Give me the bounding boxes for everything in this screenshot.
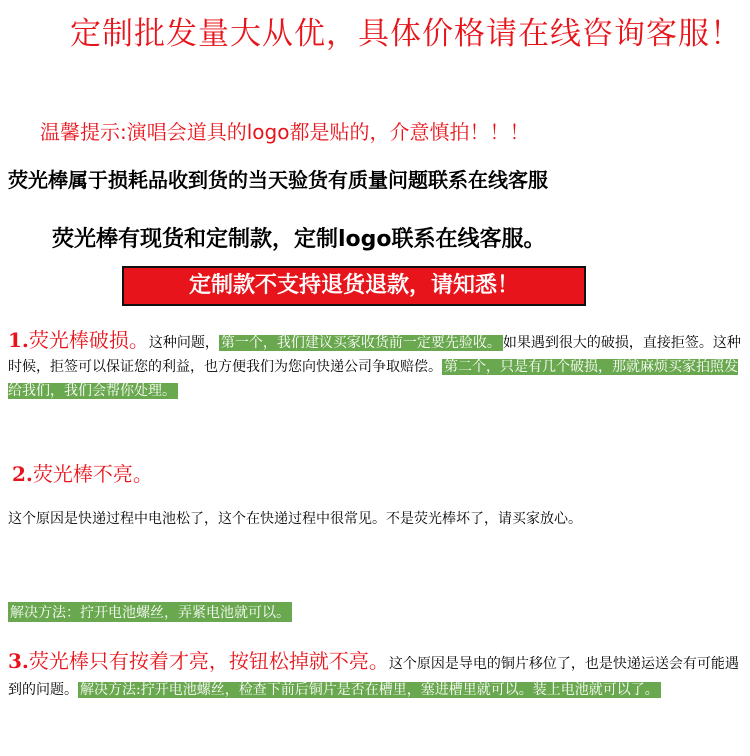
section-no-light [8,648,746,703]
section-1-heading [8,328,149,352]
quality-notice: 荧光棒属于损耗品收到货的当天验货有质量问题联系在线客服 [8,168,548,192]
section-2-number: 2. [12,462,33,486]
section-1-number: 1. [8,328,29,352]
stock-notice: 荧光棒有现货和定制款，定制logo联系在线客服。 [52,227,546,252]
section-broken [8,328,746,403]
section-1-highlight-a: 第一个，我们建议买家收货前一定要先验收。 [220,335,501,351]
section-1-highlight-b: 第二个，只是有几个破损，那就麻烦买家拍照发给我们，我们会帮你处理。 [8,359,738,399]
section-2-title: 荧光棒不亮。 [32,462,153,486]
section-1-text-a: 这种问题， [148,335,219,351]
section-3-number: 3. [8,649,29,673]
section-2-heading [12,458,153,487]
section-1-title: 荧光棒破损。 [28,328,149,352]
section-3-text: 这个原因是导电的铜片移位了，也是快递运送会有可能遇到的问题。 [8,656,739,698]
section-2-solution: 解决方法：拧开电池螺丝，弄紧电池就可以。 [8,602,292,622]
section-3-title: 荧光棒只有按着才亮，按钮松掉就不亮。 [28,649,389,673]
section-3-solution: 解决方法:拧开电池螺丝，检查下前后铜片是否在槽里，塞进槽里就可以。装上电池就可以了。 [80,682,659,698]
page-title: 定制批发量大从优，具体价格请在线咨询客服！ [70,16,742,52]
section-2-text: 这个原因是快递过程中电池松了，这个在快递过程中很常见。不是荧光棒坏了，请买家放心。 [8,511,582,527]
section-3-heading [8,649,389,673]
section-1-text-b: 如果遇到很大的破损，直接拒签。这种时候，拒签可以保证您的利益，也方便我们为您向快递公司争取赔偿。 [8,335,741,375]
no-refund-banner: 定制款不支持退货退款，请知悉！ [122,266,586,306]
tip-text: 温馨提示:演唱会道具的logo都是贴的，介意慎拍！！！ [40,120,530,144]
